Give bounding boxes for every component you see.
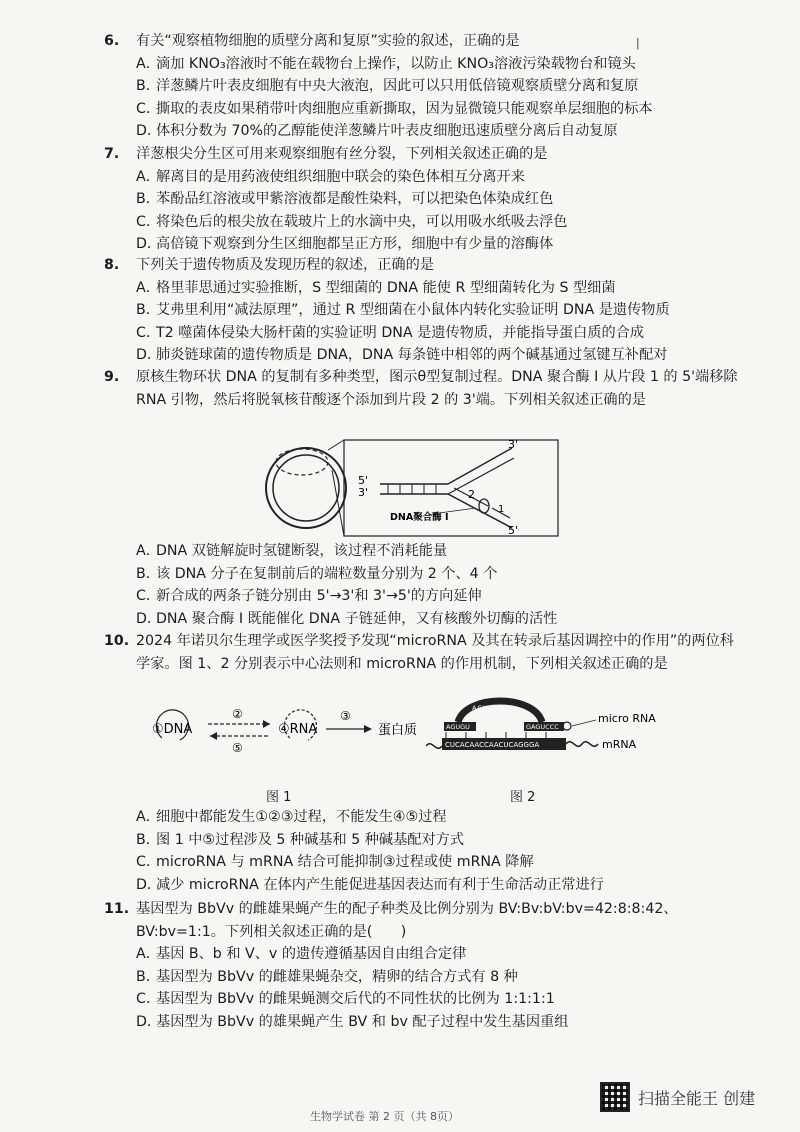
question-stem: 原核生物环状 DNA 的复制有多种类型，图示θ型复制过程。DNA 聚合酶 I 从片段 1 的 5'端移除 RNA 引物，然后将脱氧核苷酸逐个添加到片段 2 的 3'端。下列相关叙述正确的是	[136, 369, 738, 408]
label-5prime-bottom: 5'	[508, 524, 519, 537]
microrna-figure	[426, 690, 686, 766]
svg-text:AGUGU: AGUGU	[446, 723, 470, 731]
label-3prime-top: 3'	[508, 438, 519, 451]
question-number: 11.	[104, 901, 130, 917]
question-number: 9.	[104, 369, 120, 385]
option-b: B．图 1 中⑤过程涉及 5 种碱基和 5 种碱基配对方式	[136, 831, 465, 848]
option-a: A．基因 B、b 和 V、v 的遗传遵循基因自由组合定律	[136, 946, 467, 963]
question-number: 10.	[104, 633, 130, 649]
option-b: B．苯酚品红溶液或甲紫溶液都是酸性染料，可以把染色体染成红色	[136, 191, 554, 208]
question-stem: 2024 年诺贝尔生理学或医学奖授予发现“microRNA 及其在转录后基因调控中的作用”的两位科学家。图 1、2 分别表示中心法则和 microRNA 的作用机制，下列相关叙述正确的是	[136, 633, 734, 672]
option-c: C．microRNA 与 mRNA 结合可能抑制③过程或使 mRNA 降解	[136, 854, 534, 871]
question-stem: 下列关于遗传物质及发现历程的叙述，正确的是	[136, 257, 434, 273]
question-number: 8.	[104, 257, 120, 273]
page-footer: 生物学试卷 第 2 页（共 8页）	[310, 1110, 459, 1123]
replication-bubble	[276, 449, 328, 475]
replication-figure	[262, 436, 562, 540]
svg-text:ACUCCA: ACUCCA	[472, 704, 506, 712]
question-stem: 洋葱根尖分生区可用来观察细胞有丝分裂，下列相关叙述正确的是	[136, 146, 548, 162]
option-a: A．解离目的是用药液使组织细胞中联会的染色体相互分离开来	[136, 168, 525, 185]
node-rna: ④RNA	[278, 722, 318, 737]
option-d: D．体积分数为 70%的乙醇能使洋葱鳞片叶表皮细胞迅速质壁分离后自动复原	[136, 123, 618, 140]
circular-dna	[266, 448, 346, 528]
svg-text:CUCACAACCAACUCAGGGA: CUCACAACCAACUCAGGGA	[445, 741, 540, 749]
option-a: A．DNA 双链解旋时氢键断裂，该过程不消耗能量	[136, 543, 448, 559]
central-dogma-figure	[140, 700, 440, 760]
label-mrna: mRNA	[602, 738, 637, 751]
node-protein: 蛋白质	[378, 723, 418, 738]
question-11	[104, 898, 744, 1034]
option-a: A．细胞中都能发生①②③过程，不能发生④⑤过程	[136, 809, 447, 825]
label-fragment-2: 2	[468, 488, 475, 501]
svg-text:GAGUCCC: GAGUCCC	[526, 723, 559, 731]
question-stem: 基因型为 BbVv 的雌雄果蝇产生的配子种类及比例分别为 BV:Bv:bV:bv=42:8:8:42、BV:bv=1:1。下列相关叙述正确的是( )	[136, 901, 678, 940]
option-d: D．基因型为 BbVv 的雄果蝇产生 BV 和 bv 配子过程中发生基因重组	[136, 1013, 569, 1030]
option-d: D．肺炎链球菌的遗传物质是 DNA，DNA 每条链中相邻的两个碱基通过氢键互补配对	[136, 347, 668, 364]
process-3: ③	[340, 709, 351, 723]
node-dna: ①DNA	[152, 722, 193, 737]
label-microrna: micro RNA	[598, 712, 656, 725]
zoom-box	[344, 440, 558, 536]
qr-code-icon	[600, 1082, 630, 1112]
question-stem: 有关“观察植物细胞的质壁分离和复原”实验的叙述，正确的是	[136, 33, 520, 49]
scanner-watermark	[600, 1080, 776, 1114]
question-9	[104, 366, 744, 411]
question-7	[104, 143, 744, 256]
option-d: D．减少 microRNA 在体内产生能促进基因表达而有利于生命活动正常进行	[136, 876, 604, 893]
question-10	[104, 630, 744, 675]
question-9-options	[104, 540, 744, 630]
option-d: D．高倍镜下观察到分生区细胞都呈正方形，细胞中有少量的溶酶体	[136, 236, 554, 253]
process-2: ②	[232, 707, 243, 721]
label-3prime-left: 3'	[358, 486, 369, 499]
question-number: 7.	[104, 146, 120, 162]
option-c: C．新合成的两条子链分别由 5'→3'和 3'→5'的方向延伸	[136, 588, 482, 605]
label-enzyme: DNA聚合酶 I	[390, 512, 449, 523]
question-8	[104, 254, 744, 367]
option-b: B．该 DNA 分子在复制前后的端粒数量分别为 2 个、4 个	[136, 565, 498, 582]
figure-2-caption: 图 2	[510, 790, 536, 805]
option-b: B．基因型为 BbVv 的雌雄果蝇杂交，精卵的结合方式有 8 种	[136, 968, 518, 985]
figure-1-caption: 图 1	[266, 790, 292, 805]
question-6	[104, 30, 744, 143]
option-c: C．基因型为 BbVv 的雌果蝇测交后代的不同性状的比例为 1:1:1:1	[136, 991, 555, 1008]
option-c: C．T2 噬菌体侵染大肠杆菌的实验证明 DNA 是遗传物质，并能指导蛋白质的合成	[136, 324, 645, 341]
option-c: C．将染色后的根尖放在载玻片上的水滴中央，可以用吸水纸吸去浮色	[136, 213, 568, 230]
option-b: B．艾弗里利用“减法原理”，通过 R 型细菌在小鼠体内转化实验证明 DNA 是遗传物质	[136, 302, 670, 319]
process-5: ⑤	[232, 741, 243, 755]
option-a: A．滴加 KNO₃溶液时不能在载物台上操作，以防止 KNO₃溶液污染载物台和镜头	[136, 55, 636, 72]
question-10-options	[104, 806, 744, 896]
option-b: B．洋葱鳞片叶表皮细胞有中央大液泡，因此可以只用低倍镜观察质壁分离和复原	[136, 78, 639, 95]
margin-mark: ǀ	[636, 36, 640, 50]
option-a: A．格里菲思通过实验推断，S 型细菌的 DNA 能使 R 型细菌转化为 S 型细菌	[136, 279, 616, 296]
scanner-label: 扫描全能王 创建	[638, 1088, 756, 1108]
label-5prime-left: 5'	[358, 474, 369, 487]
option-c: C．撕取的表皮如果稍带叶肉细胞应重新撕取，因为显微镜只能观察单层细胞的标本	[136, 100, 653, 117]
option-d: D．DNA 聚合酶 I 既能催化 DNA 子链延伸，又有核酸外切酶的活性	[136, 610, 558, 627]
label-fragment-1: 1	[498, 504, 505, 515]
question-number: 6.	[104, 33, 120, 49]
